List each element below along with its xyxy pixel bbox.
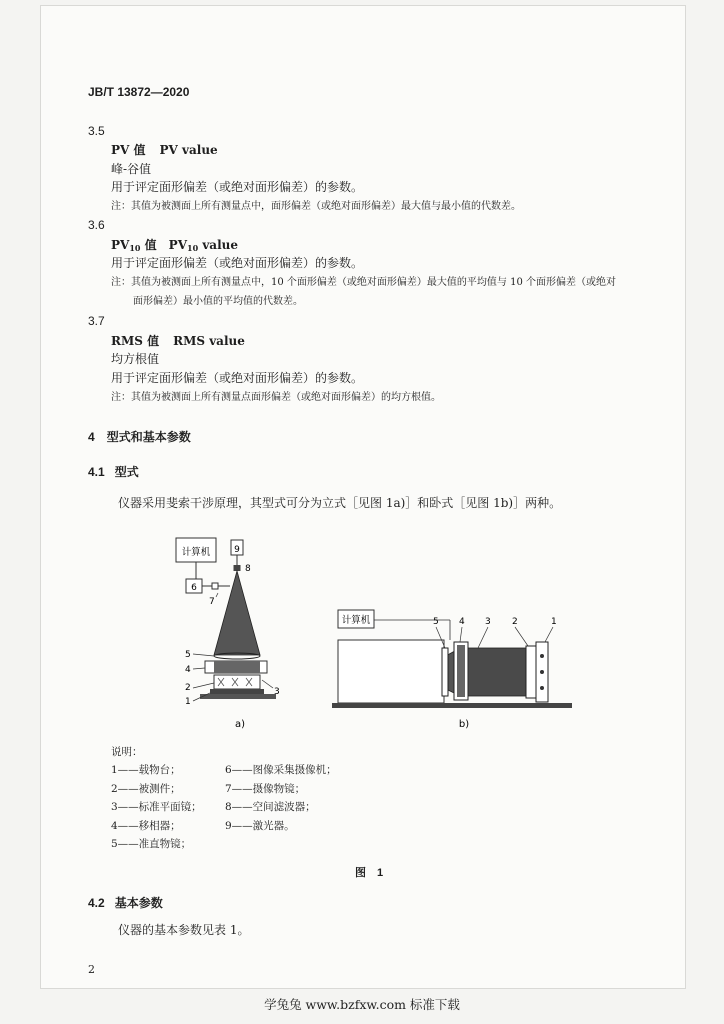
term-cn: PV 值	[111, 143, 146, 157]
legend-item: 5——准直物镜；	[111, 838, 192, 850]
term-synonym: 峰-谷值	[111, 162, 152, 176]
svg-text:3: 3	[485, 617, 491, 627]
legend-item: 4——移相器；	[111, 820, 181, 832]
stage-1	[210, 689, 264, 694]
term-synonym: 均方根值	[111, 352, 160, 366]
main-body-b	[338, 640, 444, 703]
section-heading: 4 型式和基本参数	[88, 430, 191, 444]
box-9-label: 9	[234, 545, 240, 555]
document-id: JB/T 13872—2020	[88, 85, 190, 99]
legend-item: 9——激光器。	[225, 820, 295, 832]
base-b	[332, 703, 572, 708]
term-definition: 用于评定面形偏差（或绝对面形偏差）的参数。	[111, 371, 364, 385]
camera-lens-7	[212, 583, 218, 589]
legend-item: 3——标准平面镜；	[111, 801, 202, 813]
legend-item: 1——载物台；	[111, 764, 181, 776]
clause-number: 3.6	[88, 218, 105, 232]
test-piece-2b	[526, 646, 536, 698]
phase-shifter-body	[214, 661, 260, 673]
term-definition: 用于评定面形偏差（或绝对面形偏差）的参数。	[111, 180, 364, 194]
svg-text:3: 3	[274, 687, 280, 697]
svg-text:1: 1	[185, 697, 191, 707]
collimator-lens-5b	[442, 648, 448, 696]
clause-number: 3.5	[88, 124, 105, 138]
subsection-heading: 4.2 基本参数	[88, 896, 163, 910]
term-heading: $PV_{10}$ 值 $PV_{10}$ value	[111, 238, 238, 253]
svg-text:7: 7	[209, 597, 215, 607]
beam-cone	[214, 571, 260, 655]
body-paragraph: 仪器采用斐索干涉原理，其型式可分为立式［见图 1a)］和卧式［见图 1b)］两种。	[118, 496, 562, 510]
term-definition: 用于评定面形偏差（或绝对面形偏差）的参数。	[111, 256, 364, 270]
svg-text:5: 5	[433, 617, 439, 627]
footer-watermark: 学兔兔 www.bzfxw.com 标准下载	[264, 997, 460, 1012]
body-paragraph: 仪器的基本参数见表 1。	[118, 923, 250, 937]
figure-1-diagram	[170, 530, 590, 735]
clause-number: 3.7	[88, 314, 105, 328]
svg-text:1: 1	[551, 617, 557, 627]
legend-title: 说明：	[111, 746, 143, 758]
svg-text:4: 4	[185, 665, 191, 675]
reference-flat-3b	[468, 648, 526, 696]
term-note: 注：其值为被测面上所有测量点面形偏差（或绝对面形偏差）的均方根值。	[111, 392, 441, 403]
legend-item: 8——空间滤波器；	[225, 801, 316, 813]
term-note: 注：其值为被测面上所有测量点中，面形偏差（或绝对面形偏差）最大值与最小值的代数差。	[111, 201, 521, 212]
legend-item: 7——摄像物镜；	[225, 783, 306, 795]
caption-b: b)	[458, 719, 470, 730]
box-6-label: 6	[191, 583, 197, 593]
term-note-continued: 面形偏差）最小值的平均值的代数差。	[133, 296, 303, 307]
term-heading	[111, 141, 218, 158]
svg-text:4: 4	[459, 617, 465, 627]
svg-text:2: 2	[185, 683, 191, 693]
term-note: 注：其值为被测面上所有测量点中，10 个面形偏差（或绝对面形偏差）最大值的平均值与 10 个面形偏差（或绝对	[111, 277, 616, 288]
page-number: 2	[88, 963, 95, 976]
figure-caption: 图 1	[355, 867, 384, 879]
computer-label-b: 计算机	[341, 615, 371, 626]
svg-text:2: 2	[512, 617, 518, 627]
term-en: PV value	[159, 143, 218, 157]
subsection-heading: 4.1 型式	[88, 465, 139, 479]
legend-item: 2——被测件；	[111, 783, 181, 795]
svg-text:8: 8	[245, 564, 251, 574]
term-heading: RMS 值 RMS value	[111, 334, 245, 348]
base-a	[200, 694, 276, 699]
legend-item: 6——图像采集摄像机；	[225, 764, 337, 776]
caption-a: a)	[234, 719, 246, 730]
computer-label-a: 计算机	[181, 547, 211, 558]
svg-text:5: 5	[185, 650, 191, 660]
